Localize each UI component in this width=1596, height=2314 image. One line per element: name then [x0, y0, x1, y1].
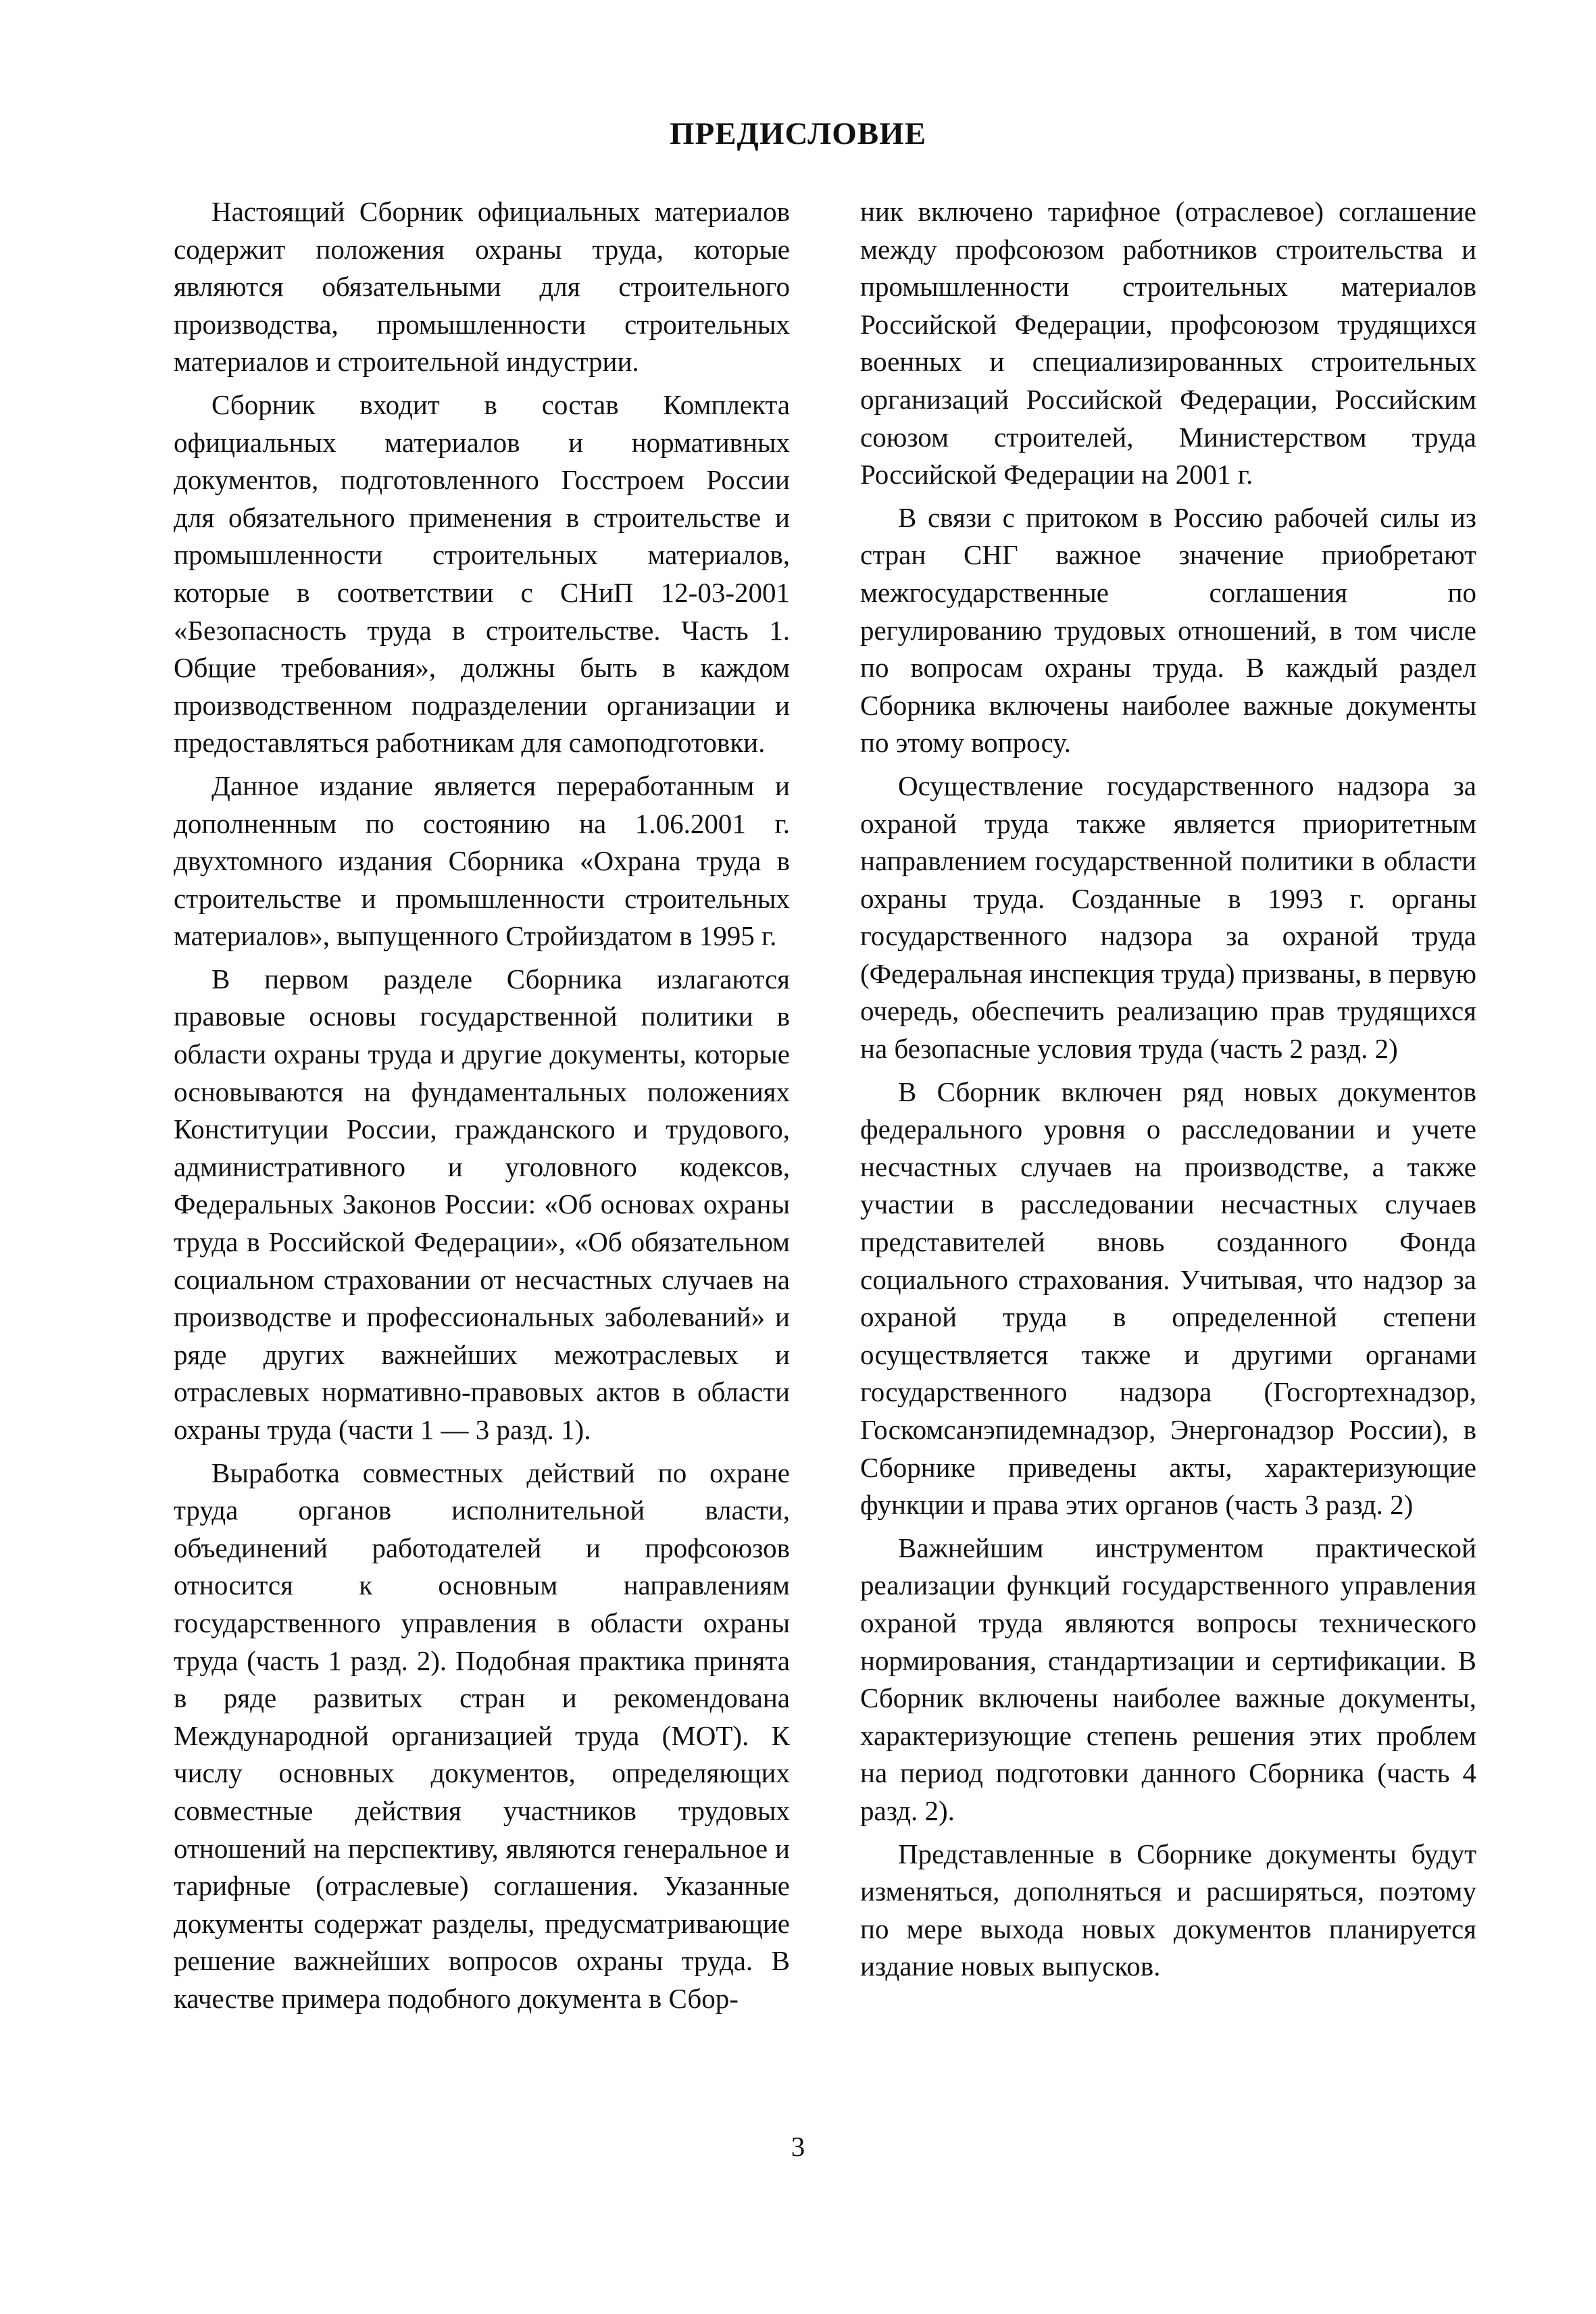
- page-title: ПРЕДИСЛОВИЕ: [669, 116, 927, 151]
- paragraph: Сборник входит в состав Комплекта официальных материалов и нормативных документов, подготовленного Госстроем России для обязательного применения в строительстве и промышленности строительных материалов, которые в соответствии с СНиП 12-03-2001 «Безопасность труда в строительстве. Часть 1. Общие требования», должны быть в каждом производственном подразделении организации и предоставляться работникам для самоподготовки.: [174, 388, 790, 759]
- right-column: [860, 193, 1476, 1991]
- paragraph: Представленные в Сборнике документы будут изменяться, дополняться и расширяться, поэтому по мере выхода новых документов планируется издание новых выпусков.: [860, 1838, 1476, 1982]
- paragraph: Данное издание является переработанным и дополненным по состоянию на 1.06.2001 г. двухтомного издания Сборника «Охрана труда в строительстве и промышленности строительных материалов», выпущенного Стройиздатом в 1995 г.: [174, 770, 790, 952]
- paragraph: Выработка совместных действий по охране труда органов исполнительной власти, объединений работодателей и профсоюзов относится к основным направлениям государственного управления в области охраны труда (часть 1 разд. 2). Подобная практика принята в ряде развитых стран и рекомендована Международной организацией труда (МОТ). К числу основных документов, определяющих совместные действия участников трудовых отношений на перспективу, являются генеральное и тарифные (отраслевые) соглашения. Указанные документы содержат разделы, предусматривающие решение важнейших вопросов охраны труда. В качестве примера подобного документа в Сбор-: [174, 1457, 790, 2014]
- paragraph-continuation: ник включено тарифное (отраслевое) соглашение между профсоюзом работников строительства и промышленности строительных материалов Российской Федерации, профсоюзом трудящихся военных и специализированных строительных организаций Российской Федерации, Российским союзом строителей, Министерством труда Российской Федерации на 2001 г.: [860, 196, 1476, 491]
- paragraph: Осуществление государственного надзора за охраной труда также является приоритетным направлением государственной политики в области охраны труда. Созданные в 1993 г. органы государственного надзора за охраной труда (Федеральная инспекция труда) призваны, в первую очередь, обеспечить реализацию прав трудящихся на безопасные условия труда (часть 2 разд. 2): [860, 770, 1476, 1065]
- paragraph: В Сборник включен ряд новых документов федерального уровня о расследовании и учете несчастных случаев на производстве, а также участии в расследовании несчастных случаев представителей вновь созданного Фонда социального страхования. Учитывая, что надзор за охраной труда в определенной степени осуществляется также и другими органами государственного надзора (Госгортехнадзор, Госкомсанэпидемнадзор, Энергонадзор России), в Сборнике приведены акты, характеризующие функции и права этих органов (часть 3 разд. 2): [860, 1076, 1476, 1521]
- paragraph: Настоящий Сборник официальных материалов содержит положения охраны труда, которые являются обязательными для строительного производства, промышленности строительных материалов и строительной индустрии.: [174, 196, 790, 378]
- paragraph: В первом разделе Сборника излагаются правовые основы государственной политики в области охраны труда и другие документы, которые основываются на фундаментальных положениях Конституции России, гражданского и трудового, административного и уголовного кодексов, Федеральных Законов России: «Об основах охраны труда в Российской Федерации», «Об обязательном социальном страховании от несчастных случаев на производстве и профессиональных заболеваний» и ряде других важнейших межотраслевых и отраслевых нормативно-правовых актов в области охраны труда (части 1 — 3 разд. 1).: [174, 963, 790, 1445]
- paragraph: В связи с притоком в Россию рабочей силы из стран СНГ важное значение приобретают межгосударственные соглашения по регулированию трудовых отношений, в том числе по вопросам охраны труда. В каждый раздел Сборника включены наиболее важные документы по этому вопросу.: [860, 501, 1476, 759]
- page-number: 3: [791, 2131, 805, 2162]
- paragraph: Важнейшим инструментом практической реализации функций государственного управления охраной труда являются вопросы технического нормирования, стандартизации и сертификации. В Сборник включены наиболее важные документы, характеризующие степень решения этих проблем на период подготовки данного Сборника (часть 4 разд. 2).: [860, 1532, 1476, 1826]
- left-column: [174, 193, 790, 2023]
